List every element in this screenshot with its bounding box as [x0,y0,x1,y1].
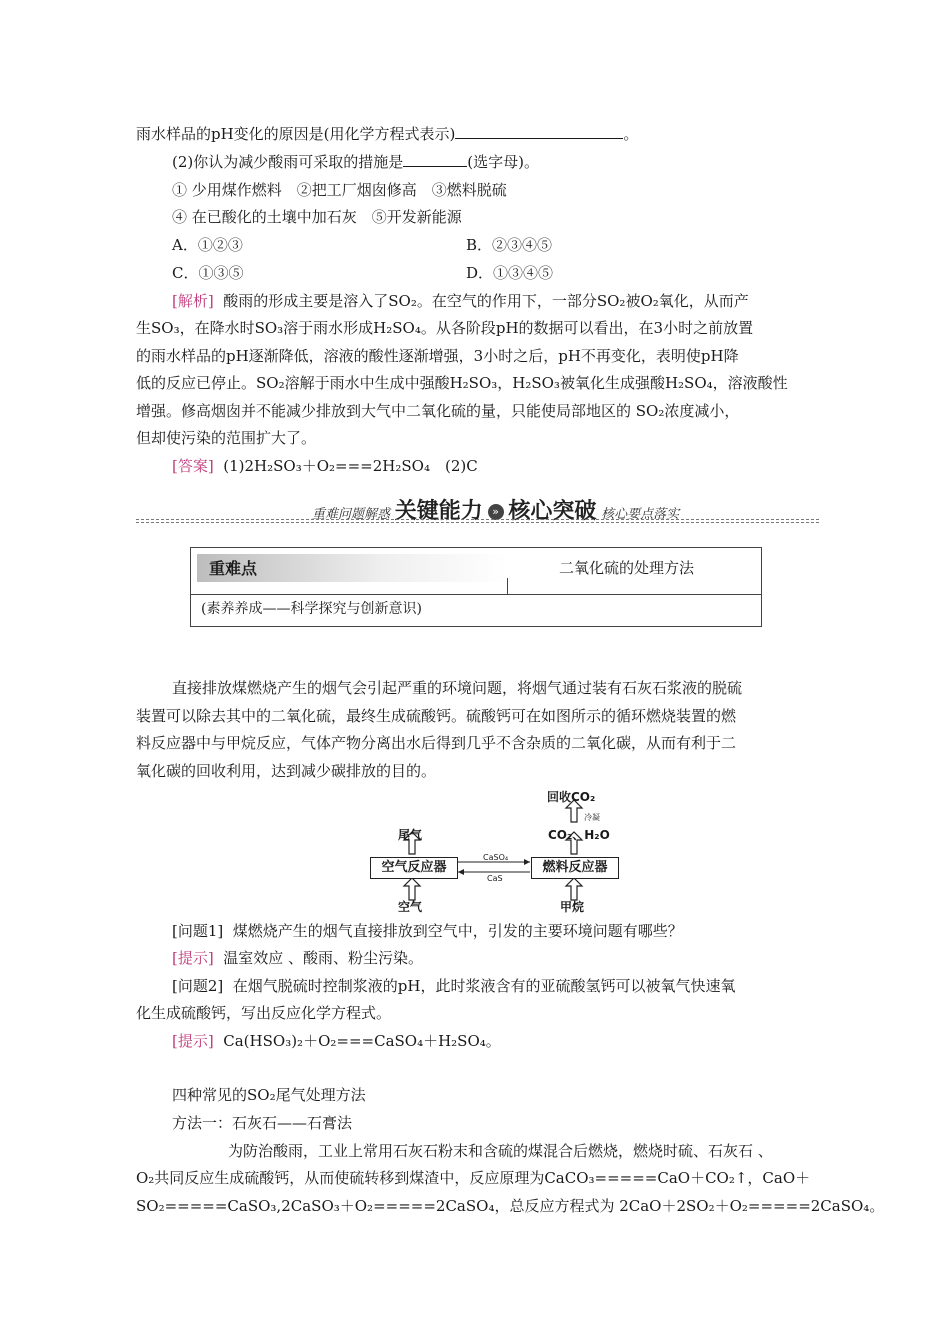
hint-2-body: Ca(HSO₃)₂＋O₂===CaSO₄＋H₂SO₄。 [223,1032,501,1050]
diagram-products: CO₂、H₂O [548,828,610,842]
section-banner [312,494,679,525]
intro-line-0: 直接排放煤燃烧产生的烟气会引起严重的环境问题，将烟气通过装有石灰石浆液的脱硫 [172,679,743,697]
banner-title-1: 关键能力 [394,499,483,524]
choice-a: A．①②③ [172,236,243,254]
diagram-caso4-label: CaSO₄ [483,853,509,862]
question-2-cont: 化生成硫酸钙，写出反应化学方程式。 [136,1004,392,1022]
methods-heading: 四种常见的SO₂尾气处理方法 [172,1086,366,1104]
keypoint-row-divider [191,594,761,595]
question-2-line [172,148,539,176]
hint-2 [172,1027,501,1055]
method-1-line-0: 为防治酸雨，工业上常用石灰石粉末和含硫的煤混合后燃烧，燃烧时硫、石灰石 、 [228,1142,773,1160]
answer-blank [403,150,467,167]
analysis-line-3: 低的反应已停止。SO₂溶解于雨水中生成中强酸H₂SO₃，H₂SO₃被氧化生成强酸H₂SO₄，溶液酸性 [136,374,788,392]
choice-d: D．①③④⑤ [466,264,554,282]
answer-text: (1)2H₂SO₃＋O₂===2H₂SO₄ (2)C [223,457,478,475]
hint-1-tag: [提示] [172,949,214,967]
question-2-body: 在烟气脱硫时控制浆液的pH，此时浆液含有的亚硫酸氢钙可以被氧气快速氧 [232,977,736,995]
intro-line-1: 装置可以除去其中的二氧化硫，最终生成硫酸钙。硫酸钙可在如图所示的循环燃烧装置的燃 [136,707,737,725]
banner-divider [136,522,819,523]
question-2-text: (2)你认为减少酸雨可采取的措施是 [172,153,404,171]
banner-right-text: 核心要点落实 [601,507,680,522]
question-2 [172,972,735,1000]
hint-1-body: 温室效应 、酸雨、粉尘污染。 [223,949,424,967]
diagram-cool-label: 冷凝 [584,813,600,822]
analysis-tag: [解析] [172,292,214,310]
measures-line-2: ④ 在已酸化的土壤中加石灰 ⑤开发新能源 [172,208,462,226]
intro-line-2: 料反应器中与甲烷反应，气体产物分离出水后得到几乎不含杂质的二氧化碳，从而有利于二 [136,734,737,752]
method-1-line-2: SO₂=====CaSO₃,2CaSO₃＋O₂=====2CaSO₄，总反应方程式为 2CaO＋2SO₂＋O₂=====2CaSO₄。 [136,1197,885,1215]
question-1-body: 煤燃烧产生的烟气直接排放到空气中，引发的主要环境问题有哪些？ [232,922,683,940]
question-1-text: 雨水样品的pH变化的原因是(用化学方程式表示) [136,125,456,143]
analysis-text: 酸雨的形成主要是溶入了SO₂。在空气的作用下，一部分SO₂被O₂氧化，从而产 [223,292,749,310]
diagram-cas-label: CaS [487,874,503,883]
choice-b: B．②③④⑤ [466,236,553,254]
method-1-line-1: O₂共同反应生成硫酸钙，从而使硫转移到煤渣中，反应原理为CaCO₃=====CaO＋CO₂↑，CaO＋ [136,1169,811,1187]
measures-line-1: ① 少用煤作燃料 ②把工厂烟囱修高 ③燃料脱硫 [172,181,507,199]
hint-2-tag: [提示] [172,1032,214,1050]
analysis-line-2: 的雨水样品的pH逐渐降低，溶液的酸性逐渐增强，3小时之后，pH不再变化，表明使pH降 [136,347,739,365]
diagram-recover-co2: 回收CO₂ [547,790,596,804]
answer-tag: [答案] [172,457,214,475]
diagram-exhaust: 尾气 [398,828,423,842]
intro-line-3: 氧化碳的回收利用，达到减少碳排放的目的。 [136,762,437,780]
question-1-line [136,120,638,148]
hint-1 [172,944,423,972]
banner-title-2: 核心突破 [508,499,597,524]
keypoint-divider [507,578,508,594]
question-1-end: 。 [623,125,639,143]
method-1-title: 方法一：石灰石——石膏法 [172,1114,353,1132]
keypoint-box [190,547,762,627]
analysis-line-4: 增强。修高烟囱并不能减少排放到大气中二氧化硫的量，只能使局部地区的 SO₂浓度减小， [136,402,740,420]
banner-divider [136,519,819,520]
analysis-line-0 [172,287,749,315]
answer-line [172,452,478,480]
diagram-fuel-reactor: 燃料反应器 [531,857,619,879]
keypoint-tab-label: 重难点 [209,559,258,578]
keypoint-subtitle: (素养养成——科学探究与创新意识) [201,601,422,617]
keypoint-title: 二氧化硫的处理方法 [559,559,695,577]
question-2-end: (选字母)。 [467,153,539,171]
question-1-tag: [问题1] [172,922,224,940]
answer-blank [455,122,623,139]
diagram-air-reactor: 空气反应器 [370,857,458,879]
question-1 [172,917,683,945]
question-2-tag: [问题2] [172,977,224,995]
choice-c: C．①③⑤ [172,264,244,282]
diagram-methane: 甲烷 [560,900,585,914]
analysis-line-1: 生SO₃，在降水时SO₃溶于雨水形成H₂SO₄。从各阶段pH的数据可以看出，在3小时之前放置 [136,319,754,337]
analysis-line-5: 但却使污染的范围扩大了。 [136,429,317,447]
banner-left-text: 重难问题解惑 [312,507,391,522]
diagram-air: 空气 [398,900,423,914]
banner-arrow-icon: » [488,504,504,520]
